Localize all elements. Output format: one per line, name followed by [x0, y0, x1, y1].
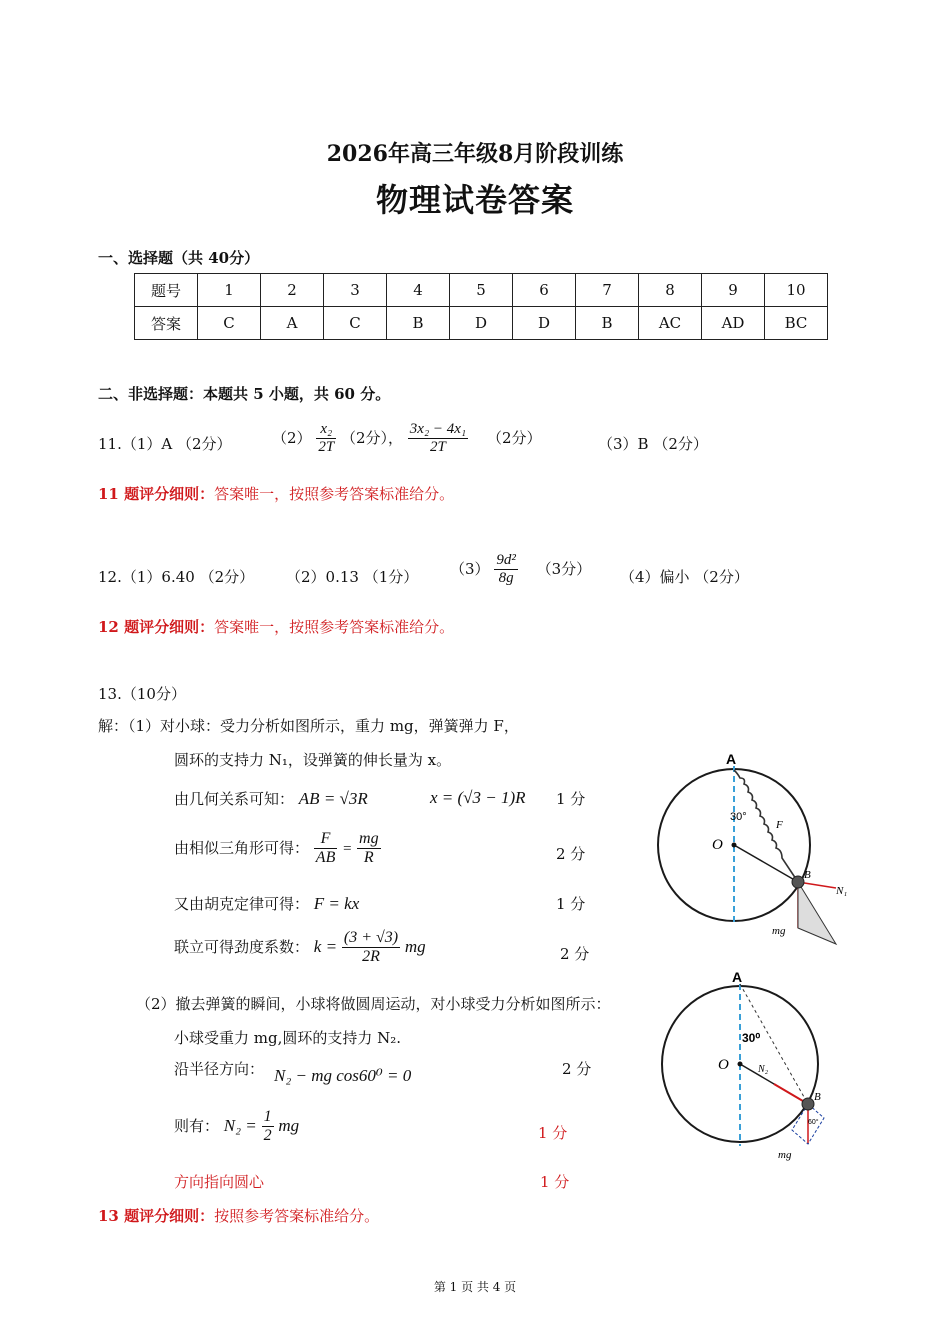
q11-part2-score: （2分）， — [340, 428, 403, 447]
k-left: k = — [313, 936, 338, 956]
q13-similar: 由相似三角形可得： $\frac{F}{AB}$ = $\frac{mg}{R}$ — [174, 830, 379, 867]
answer-title: 物理试卷答案 — [375, 181, 574, 219]
result-right: mg — [278, 1115, 300, 1135]
result-left: N₂ = — [223, 1115, 257, 1135]
q12-part3-label: （3） — [450, 559, 490, 578]
q12-fraction — [494, 552, 518, 588]
k-right: mg — [404, 936, 426, 956]
radial-label: 沿半径方向： — [174, 1060, 265, 1078]
label-N1: N₁ — [836, 885, 848, 897]
q13-line1: 解：（1）对小球：受力分析如图所示，重力 mg，弹簧弹力 F， — [98, 717, 519, 735]
q13-result — [174, 1108, 299, 1146]
q11-rule-text: 答案唯一，按照参考答案标准给分。 — [214, 485, 455, 503]
q13-rule — [98, 1205, 379, 1226]
q13-rule-label: 13 题评分细则： — [98, 1207, 215, 1225]
geom-label: 由几何关系可知： — [174, 790, 295, 808]
table-cell: 9 — [702, 274, 765, 307]
center-point — [738, 1062, 743, 1067]
table-row — [135, 307, 828, 340]
table-cell: 2 — [261, 274, 324, 307]
geom-eq1: AB = √3R — [298, 789, 368, 808]
table-cell: 1 — [198, 274, 261, 307]
q12-part4: （4）偏小 （2分） — [620, 568, 749, 586]
result-fraction — [262, 1108, 274, 1146]
label-60: 60° — [808, 1119, 819, 1126]
label-angle: 30⁰ — [742, 1031, 761, 1045]
q11-fraction-1 — [316, 421, 336, 457]
table-cell: 8 — [639, 274, 702, 307]
hooke-score: 1 分 — [556, 895, 586, 913]
hooke-label: 又由胡克定律可得： — [174, 895, 310, 913]
answer-table — [134, 273, 828, 340]
table-cell: 5 — [450, 274, 513, 307]
label-mg: mg — [778, 1149, 792, 1161]
fraction-numerator: F — [314, 830, 338, 849]
q12-rule — [98, 616, 454, 637]
table-cell: C — [324, 307, 387, 340]
fraction-denominator: R — [363, 849, 374, 867]
q12-part2: （2）0.13 （1分） — [286, 568, 419, 586]
label-O: O — [712, 837, 723, 853]
table-row — [135, 274, 828, 307]
fraction-denominator: 2T — [430, 439, 446, 456]
figure-spring-ring — [650, 748, 860, 953]
q13-part2-line2: 小球受重力 mg,圆环的支持力 N₂. — [174, 1029, 402, 1047]
fraction-numerator: (3 + √3) — [342, 929, 400, 948]
table-cell: BC — [765, 307, 828, 340]
fraction-denominator: AB — [315, 849, 336, 867]
similar-fraction-2 — [357, 830, 381, 868]
fraction-numerator: x₂ — [316, 421, 336, 439]
fraction-denominator: 8g — [498, 570, 514, 587]
fraction-numerator: mg — [357, 830, 381, 849]
k-label: 联立可得劲度系数： — [174, 937, 310, 956]
spring-icon — [734, 770, 798, 882]
table-cell: D — [450, 307, 513, 340]
section2-heading: 二、非选择题：本题共 5 小题，共 60 分。 — [98, 385, 391, 403]
page-number: 第 1 页 共 4 页 — [433, 1280, 517, 1294]
radius-OB — [734, 845, 798, 882]
q13-k — [174, 929, 426, 967]
k-fraction — [342, 929, 400, 967]
fraction-denominator: 2 — [263, 1127, 272, 1145]
fraction-numerator: 1 — [262, 1108, 274, 1127]
q13-head: 13.（10分） — [98, 685, 186, 703]
label-B: B — [804, 869, 811, 881]
table-cell: B — [387, 307, 450, 340]
similar-label: 由相似三角形可得： — [174, 838, 310, 857]
radial-eq: N₂ − mg cos60⁰ = 0 — [274, 1066, 412, 1085]
q12-rule-label: 12 题评分细则： — [98, 618, 215, 636]
radial-score: 2 分 — [562, 1060, 592, 1078]
label-O: O — [718, 1057, 729, 1073]
fraction-numerator: 3x₂ − 4x₁ — [408, 421, 468, 439]
table-cell: AD — [702, 307, 765, 340]
table-cell: 3 — [324, 274, 387, 307]
table-header-cell: 题号 — [135, 274, 198, 307]
table-cell: 6 — [513, 274, 576, 307]
ball-icon — [792, 876, 804, 888]
figure-ring-no-spring — [656, 966, 856, 1166]
geom-eq2: x = (√3 − 1)R — [430, 788, 526, 807]
q12-part1: 12.（1）6.40 （2分） — [98, 568, 255, 586]
q11-rule — [98, 483, 454, 504]
table-cell: D — [513, 307, 576, 340]
table-cell: C — [198, 307, 261, 340]
label-A: A — [726, 751, 737, 767]
section1-heading: 一、选择题（共 40分） — [98, 249, 260, 267]
similar-fraction-1 — [314, 830, 338, 868]
label-F: F — [776, 819, 783, 831]
q12-rule-text: 答案唯一，按照参考答案标准给分。 — [214, 618, 455, 636]
q11-part3: （3）B （2分） — [598, 435, 708, 453]
q12-part3-score: （3分） — [536, 559, 592, 578]
fraction-denominator: 2T — [318, 439, 335, 456]
q13-geom — [174, 788, 368, 809]
exam-title: 2026年高三年级8月阶段训练 — [326, 141, 624, 167]
q11-part2 — [272, 421, 541, 457]
table-cell: 10 — [765, 274, 828, 307]
label-N2: N₂ — [758, 1064, 769, 1075]
ball-icon — [802, 1098, 814, 1110]
label-mg: mg — [772, 925, 786, 937]
q11-fraction-2 — [408, 421, 468, 457]
label-B: B — [814, 1091, 821, 1103]
label-A: A — [732, 969, 743, 985]
q11-rule-label: 11 题评分细则： — [98, 485, 215, 503]
table-cell: B — [576, 307, 639, 340]
q11-part2-label: （2） — [272, 428, 312, 447]
fraction-numerator: 9d² — [494, 552, 518, 570]
geom-score: 1 分 — [556, 790, 586, 808]
table-cell: 4 — [387, 274, 450, 307]
q13-line2: 圆环的支持力 N₁，设弹簧的伸长量为 x。 — [174, 751, 452, 769]
result-score: 1 分 — [538, 1124, 568, 1142]
q13-rule-text: 按照参考答案标准给分。 — [214, 1207, 380, 1225]
q13-hooke — [174, 893, 359, 914]
direction-text: 方向指向圆心 — [174, 1173, 265, 1191]
table-cell: 7 — [576, 274, 639, 307]
q12-part3 — [450, 552, 591, 588]
result-label: 则有： — [174, 1116, 220, 1135]
similar-score: 2 分 — [556, 845, 586, 863]
label-angle: 30° — [730, 811, 747, 823]
table-cell: A — [261, 307, 324, 340]
k-score: 2 分 — [560, 945, 590, 963]
center-point — [732, 843, 737, 848]
direction-score: 1 分 — [540, 1173, 570, 1191]
table-header-cell: 答案 — [135, 307, 198, 340]
table-cell: AC — [639, 307, 702, 340]
force-triangle — [798, 882, 836, 944]
fraction-denominator: 2R — [362, 948, 380, 966]
q13-part2-line1: （2）撤去弹簧的瞬间，小球将做圆周运动，对小球受力分析如图所示： — [136, 995, 611, 1013]
q11-part2b-score: （2分） — [486, 428, 542, 447]
hooke-eq: F = kx — [313, 894, 360, 913]
q11-part1: 11.（1）A （2分） — [98, 435, 232, 453]
